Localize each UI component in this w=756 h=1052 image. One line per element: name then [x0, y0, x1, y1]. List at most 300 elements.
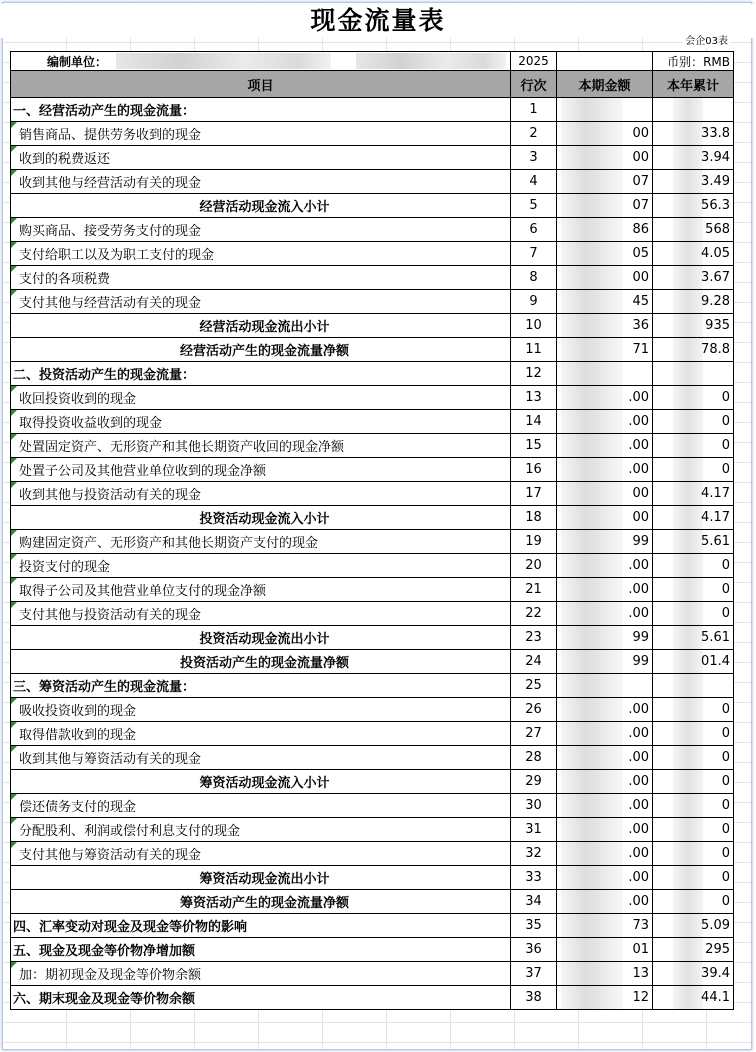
line-number-cell[interactable]: 18	[511, 506, 557, 530]
amount-text: 99	[632, 630, 649, 645]
item-cell[interactable]: 投资支付的现金	[11, 554, 511, 578]
table-row	[11, 962, 734, 986]
redaction-blur	[561, 98, 623, 121]
item-cell[interactable]: 购买商品、接受劳务支付的现金	[11, 218, 511, 242]
ytd-amount-cell[interactable]	[653, 290, 734, 314]
redaction-blur	[561, 650, 623, 673]
redaction-blur	[673, 650, 703, 673]
amount-text: 01.4	[701, 654, 730, 669]
item-cell[interactable]: 支付的各项税费	[11, 266, 511, 290]
header-row	[11, 71, 734, 98]
line-number-cell[interactable]: 17	[511, 482, 557, 506]
redaction-blur	[561, 434, 623, 457]
item-cell[interactable]: 一、经营活动产生的现金流量：	[11, 98, 511, 122]
redaction-blur	[561, 962, 623, 985]
current-amount-cell[interactable]	[557, 242, 653, 266]
redaction-blur	[561, 938, 623, 961]
item-cell[interactable]: 支付其他与投资活动有关的现金	[11, 602, 511, 626]
line-number-cell[interactable]: 8	[511, 266, 557, 290]
line-number-cell[interactable]: 10	[511, 314, 557, 338]
currency-cell[interactable]: 币别：RMB	[653, 52, 734, 71]
ytd-amount-cell[interactable]	[653, 338, 734, 362]
redaction-blur	[561, 122, 623, 145]
table-row	[11, 170, 734, 194]
item-cell[interactable]: 三、筹资活动产生的现金流量：	[11, 674, 511, 698]
form-number: 会企03表	[685, 36, 728, 47]
line-number-cell[interactable]: 5	[511, 194, 557, 218]
redaction-blur	[673, 962, 703, 985]
ytd-amount-cell[interactable]	[653, 866, 734, 890]
redaction-blur	[673, 458, 703, 481]
table-row	[11, 386, 734, 410]
ytd-amount-cell[interactable]	[653, 554, 734, 578]
item-cell[interactable]: 经营活动产生的现金流量净额	[11, 338, 511, 362]
ytd-amount-cell[interactable]	[653, 530, 734, 554]
amount-text: 4.17	[701, 510, 730, 525]
amount-text: 5.61	[701, 630, 730, 645]
ytd-amount-cell[interactable]	[653, 626, 734, 650]
unit-cell[interactable]	[11, 52, 511, 71]
ytd-amount-cell[interactable]	[653, 986, 734, 1010]
item-cell[interactable]: 偿还债务支付的现金	[11, 794, 511, 818]
amount-text: 78.8	[701, 342, 730, 357]
ytd-amount-cell[interactable]	[653, 434, 734, 458]
redaction-blur	[673, 554, 703, 577]
item-cell[interactable]: 收到其他与投资活动有关的现金	[11, 482, 511, 506]
item-cell[interactable]: 经营活动现金流出小计	[11, 314, 511, 338]
year-cell[interactable]: 2025	[511, 52, 557, 71]
table-row	[11, 818, 734, 842]
ytd-amount-cell[interactable]	[653, 170, 734, 194]
redaction-blur	[561, 554, 623, 577]
item-cell[interactable]: 六、期末现金及现金等价物余额	[11, 986, 511, 1010]
current-amount-cell[interactable]	[557, 506, 653, 530]
line-number-cell[interactable]: 37	[511, 962, 557, 986]
col-header-item[interactable]: 项目	[11, 71, 511, 98]
line-number-cell[interactable]: 23	[511, 626, 557, 650]
current-amount-cell[interactable]	[557, 698, 653, 722]
redaction-blur	[561, 386, 623, 409]
amount-text: 00	[632, 150, 649, 165]
amount-text: .00	[628, 894, 649, 909]
current-amount-cell[interactable]	[557, 98, 653, 122]
item-cell[interactable]: 分配股利、利润或偿付利息支付的现金	[11, 818, 511, 842]
current-amount-cell[interactable]	[557, 578, 653, 602]
line-number-cell[interactable]: 36	[511, 938, 557, 962]
item-cell[interactable]: 收到其他与筹资活动有关的现金	[11, 746, 511, 770]
ytd-amount-cell[interactable]	[653, 674, 734, 698]
ytd-amount-cell[interactable]	[653, 242, 734, 266]
item-cell[interactable]: 取得投资收益收到的现金	[11, 410, 511, 434]
redaction-blur	[561, 458, 623, 481]
line-number-cell[interactable]: 35	[511, 914, 557, 938]
redaction-blur	[561, 194, 623, 217]
ytd-amount-cell[interactable]	[653, 722, 734, 746]
redaction-blur	[561, 674, 623, 697]
amount-text: 44.1	[701, 990, 730, 1005]
amount-text: 45	[632, 294, 649, 309]
table-row	[11, 890, 734, 914]
redaction-blur	[673, 290, 703, 313]
amount-text: 13	[632, 966, 649, 981]
amount-text: 568	[705, 222, 730, 237]
page-title: 现金流量表	[0, 4, 756, 38]
amount-text: 0	[721, 462, 730, 477]
line-number-cell[interactable]: 30	[511, 794, 557, 818]
line-number-cell[interactable]: 4	[511, 170, 557, 194]
current-amount-cell[interactable]	[557, 842, 653, 866]
line-number-cell[interactable]: 26	[511, 698, 557, 722]
table-row	[11, 242, 734, 266]
table-row	[11, 698, 734, 722]
item-cell[interactable]: 吸收投资收到的现金	[11, 698, 511, 722]
redaction-blur	[673, 242, 703, 265]
current-amount-cell[interactable]	[557, 146, 653, 170]
redaction-blur	[561, 146, 623, 169]
item-cell[interactable]: 二、投资活动产生的现金流量：	[11, 362, 511, 386]
ytd-amount-cell[interactable]	[653, 650, 734, 674]
line-number-cell[interactable]: 32	[511, 842, 557, 866]
line-number-cell[interactable]: 13	[511, 386, 557, 410]
line-number-cell[interactable]: 15	[511, 434, 557, 458]
amount-text: 00	[632, 126, 649, 141]
table-row	[11, 746, 734, 770]
line-number-cell[interactable]: 2	[511, 122, 557, 146]
current-amount-cell[interactable]	[557, 122, 653, 146]
current-amount-cell[interactable]	[557, 338, 653, 362]
item-cell[interactable]: 投资活动现金流入小计	[11, 506, 511, 530]
current-amount-cell[interactable]	[557, 602, 653, 626]
redaction-blur	[561, 770, 623, 793]
line-number-cell[interactable]: 19	[511, 530, 557, 554]
item-cell[interactable]: 处置子公司及其他营业单位收到的现金净额	[11, 458, 511, 482]
line-number-cell[interactable]: 22	[511, 602, 557, 626]
table-row	[11, 458, 734, 482]
line-number-cell[interactable]: 11	[511, 338, 557, 362]
current-amount-cell[interactable]	[557, 218, 653, 242]
item-cell[interactable]: 取得借款收到的现金	[11, 722, 511, 746]
redaction-blur	[561, 818, 623, 841]
line-number-cell[interactable]: 38	[511, 986, 557, 1010]
amount-text: .00	[628, 414, 649, 429]
current-amount-cell[interactable]	[557, 482, 653, 506]
item-cell[interactable]: 收回投资收到的现金	[11, 386, 511, 410]
ytd-amount-cell[interactable]	[653, 314, 734, 338]
col-header-ytd[interactable]: 本年累计	[653, 71, 734, 98]
amount-text: .00	[628, 702, 649, 717]
redaction-blur	[673, 578, 703, 601]
redaction-blur	[673, 482, 703, 505]
current-amount-cell[interactable]	[557, 962, 653, 986]
redaction-blur	[673, 386, 703, 409]
amount-text: 0	[721, 774, 730, 789]
redaction-blur	[673, 914, 703, 937]
current-amount-cell[interactable]	[557, 746, 653, 770]
table-row	[11, 506, 734, 530]
ytd-amount-cell[interactable]	[653, 578, 734, 602]
redaction-blur	[673, 266, 703, 289]
redaction-blur	[561, 866, 623, 889]
item-cell[interactable]: 经营活动现金流入小计	[11, 194, 511, 218]
current-amount-cell[interactable]	[557, 722, 653, 746]
item-cell[interactable]: 销售商品、提供劳务收到的现金	[11, 122, 511, 146]
current-amount-cell[interactable]	[557, 674, 653, 698]
amount-text: 0	[721, 726, 730, 741]
amount-text: 56.3	[701, 198, 730, 213]
current-amount-cell[interactable]	[557, 986, 653, 1010]
ytd-amount-cell[interactable]	[653, 410, 734, 434]
redaction-blur	[561, 338, 623, 361]
amount-text: 0	[721, 438, 730, 453]
current-amount-cell[interactable]	[557, 386, 653, 410]
redaction-blur	[673, 722, 703, 745]
amount-text: .00	[628, 390, 649, 405]
redaction-blur	[561, 506, 623, 529]
ytd-amount-cell[interactable]	[653, 698, 734, 722]
line-number-cell[interactable]: 14	[511, 410, 557, 434]
item-cell[interactable]: 处置固定资产、无形资产和其他长期资产收回的现金净额	[11, 434, 511, 458]
amount-text: 01	[632, 942, 649, 957]
amount-text: 73	[632, 918, 649, 933]
amount-text: 0	[721, 702, 730, 717]
line-number-cell[interactable]: 25	[511, 674, 557, 698]
redaction-blur	[561, 362, 623, 385]
table-row	[11, 722, 734, 746]
line-number-cell[interactable]: 7	[511, 242, 557, 266]
amount-text: 0	[721, 558, 730, 573]
current-amount-cell[interactable]	[557, 194, 653, 218]
ytd-amount-cell[interactable]	[653, 362, 734, 386]
current-amount-cell[interactable]	[557, 914, 653, 938]
ytd-amount-cell[interactable]	[653, 194, 734, 218]
table-row	[11, 434, 734, 458]
table-row	[11, 338, 734, 362]
table-row	[11, 602, 734, 626]
ytd-amount-cell[interactable]	[653, 842, 734, 866]
redaction-blur	[673, 362, 703, 385]
ytd-amount-cell[interactable]	[653, 962, 734, 986]
redacted-period	[356, 53, 506, 69]
redaction-blur	[561, 530, 623, 553]
line-number-cell[interactable]: 33	[511, 866, 557, 890]
redaction-blur	[673, 218, 703, 241]
amount-text: 71	[632, 342, 649, 357]
table-row	[11, 266, 734, 290]
redaction-blur	[561, 986, 623, 1009]
ytd-amount-cell[interactable]	[653, 146, 734, 170]
table-row	[11, 218, 734, 242]
ytd-amount-cell[interactable]	[653, 506, 734, 530]
current-amount-cell[interactable]	[557, 434, 653, 458]
redaction-blur	[673, 338, 703, 361]
item-cell[interactable]: 收到的税费返还	[11, 146, 511, 170]
amount-text: 39.4	[701, 966, 730, 981]
amount-text: 0	[721, 390, 730, 405]
current-amount-cell[interactable]	[557, 362, 653, 386]
ytd-amount-cell[interactable]	[653, 98, 734, 122]
current-amount-cell[interactable]	[557, 650, 653, 674]
line-number-cell[interactable]: 29	[511, 770, 557, 794]
line-number-cell[interactable]: 9	[511, 290, 557, 314]
table-row	[11, 554, 734, 578]
current-amount-cell[interactable]	[557, 890, 653, 914]
item-cell[interactable]: 加：期初现金及现金等价物余额	[11, 962, 511, 986]
line-number-cell[interactable]: 31	[511, 818, 557, 842]
current-amount-cell[interactable]	[557, 866, 653, 890]
item-cell[interactable]: 支付给职工以及为职工支付的现金	[11, 242, 511, 266]
blank-info-cell[interactable]	[557, 52, 653, 71]
table-row	[11, 986, 734, 1010]
current-amount-cell[interactable]	[557, 290, 653, 314]
redaction-blur	[673, 314, 703, 337]
item-cell[interactable]: 支付其他与筹资活动有关的现金	[11, 842, 511, 866]
amount-text: 935	[705, 318, 730, 333]
ytd-amount-cell[interactable]	[653, 482, 734, 506]
redaction-blur	[561, 602, 623, 625]
table-row	[11, 362, 734, 386]
amount-text: 3.67	[701, 270, 730, 285]
amount-text: 33.8	[701, 126, 730, 141]
ytd-amount-cell[interactable]	[653, 266, 734, 290]
redaction-blur	[561, 746, 623, 769]
redaction-blur	[673, 794, 703, 817]
current-amount-cell[interactable]	[557, 314, 653, 338]
amount-text: .00	[628, 846, 649, 861]
line-number-cell[interactable]: 21	[511, 578, 557, 602]
amount-text: 0	[721, 894, 730, 909]
current-amount-cell[interactable]	[557, 794, 653, 818]
table-row	[11, 674, 734, 698]
line-number-cell[interactable]: 16	[511, 458, 557, 482]
table-row	[11, 122, 734, 146]
amount-text: .00	[628, 750, 649, 765]
amount-text: 0	[721, 414, 730, 429]
item-cell[interactable]: 五、现金及现金等价物净增加额	[11, 938, 511, 962]
current-amount-cell[interactable]	[557, 626, 653, 650]
redaction-blur	[561, 842, 623, 865]
redaction-blur	[561, 170, 623, 193]
amount-text: .00	[628, 822, 649, 837]
item-cell[interactable]: 筹资活动产生的现金流量净额	[11, 890, 511, 914]
redaction-blur	[673, 890, 703, 913]
redaction-blur	[561, 218, 623, 241]
redacted-unit-name	[116, 53, 331, 69]
current-amount-cell[interactable]	[557, 770, 653, 794]
amount-text: 0	[721, 750, 730, 765]
ytd-amount-cell[interactable]	[653, 746, 734, 770]
line-number-cell[interactable]: 28	[511, 746, 557, 770]
col-header-current[interactable]: 本期金额	[557, 71, 653, 98]
table-row	[11, 626, 734, 650]
ytd-amount-cell[interactable]	[653, 818, 734, 842]
redaction-blur	[561, 578, 623, 601]
current-amount-cell[interactable]	[557, 530, 653, 554]
current-amount-cell[interactable]	[557, 554, 653, 578]
ytd-amount-cell[interactable]	[653, 914, 734, 938]
line-number-cell[interactable]: 12	[511, 362, 557, 386]
ytd-amount-cell[interactable]	[653, 218, 734, 242]
item-cell[interactable]: 投资活动现金流出小计	[11, 626, 511, 650]
current-amount-cell[interactable]	[557, 410, 653, 434]
amount-text: 0	[721, 582, 730, 597]
redaction-blur	[673, 746, 703, 769]
item-cell[interactable]: 取得子公司及其他营业单位支付的现金净额	[11, 578, 511, 602]
col-header-line[interactable]: 行次	[511, 71, 557, 98]
item-cell[interactable]: 四、汇率变动对现金及现金等价物的影响	[11, 914, 511, 938]
redaction-blur	[673, 98, 703, 121]
line-number-cell[interactable]: 20	[511, 554, 557, 578]
ytd-amount-cell[interactable]	[653, 794, 734, 818]
cash-flow-table	[10, 51, 734, 1010]
ytd-amount-cell[interactable]	[653, 458, 734, 482]
item-cell[interactable]: 支付其他与经营活动有关的现金	[11, 290, 511, 314]
item-cell[interactable]: 投资活动产生的现金流量净额	[11, 650, 511, 674]
table-row	[11, 146, 734, 170]
item-cell[interactable]: 筹资活动现金流出小计	[11, 866, 511, 890]
ytd-amount-cell[interactable]	[653, 122, 734, 146]
redaction-blur	[673, 818, 703, 841]
item-cell[interactable]: 收到其他与经营活动有关的现金	[11, 170, 511, 194]
redaction-blur	[561, 410, 623, 433]
redaction-blur	[673, 698, 703, 721]
line-number-cell[interactable]: 1	[511, 98, 557, 122]
current-amount-cell[interactable]	[557, 170, 653, 194]
amount-text: 36	[632, 318, 649, 333]
redaction-blur	[673, 866, 703, 889]
line-number-cell[interactable]: 34	[511, 890, 557, 914]
current-amount-cell[interactable]	[557, 818, 653, 842]
amount-text: .00	[628, 558, 649, 573]
redaction-blur	[673, 602, 703, 625]
line-number-cell[interactable]: 24	[511, 650, 557, 674]
ytd-amount-cell[interactable]	[653, 386, 734, 410]
amount-text: 05	[632, 246, 649, 261]
ytd-amount-cell[interactable]	[653, 602, 734, 626]
line-number-cell[interactable]: 27	[511, 722, 557, 746]
redaction-blur	[673, 122, 703, 145]
amount-text: 9.28	[701, 294, 730, 309]
redaction-blur	[673, 938, 703, 961]
item-cell[interactable]: 购建固定资产、无形资产和其他长期资产支付的现金	[11, 530, 511, 554]
amount-text: .00	[628, 438, 649, 453]
table-row	[11, 650, 734, 674]
unit-label: 编制单位：	[47, 54, 108, 69]
ytd-amount-cell[interactable]	[653, 938, 734, 962]
amount-text: .00	[628, 606, 649, 621]
line-number-cell[interactable]: 6	[511, 218, 557, 242]
amount-text: .00	[628, 726, 649, 741]
item-cell[interactable]: 筹资活动现金流入小计	[11, 770, 511, 794]
redaction-blur	[561, 314, 623, 337]
redaction-blur	[561, 290, 623, 313]
current-amount-cell[interactable]	[557, 938, 653, 962]
current-amount-cell[interactable]	[557, 266, 653, 290]
ytd-amount-cell[interactable]	[653, 770, 734, 794]
amount-text: .00	[628, 462, 649, 477]
ytd-amount-cell[interactable]	[653, 890, 734, 914]
table-row	[11, 578, 734, 602]
amount-text: 295	[705, 942, 730, 957]
line-number-cell[interactable]: 3	[511, 146, 557, 170]
current-amount-cell[interactable]	[557, 458, 653, 482]
redaction-blur	[561, 242, 623, 265]
amount-text: 00	[632, 510, 649, 525]
redaction-blur	[673, 770, 703, 793]
amount-text: 5.09	[701, 918, 730, 933]
amount-text: 0	[721, 822, 730, 837]
table-row	[11, 794, 734, 818]
amount-text: 3.49	[701, 174, 730, 189]
